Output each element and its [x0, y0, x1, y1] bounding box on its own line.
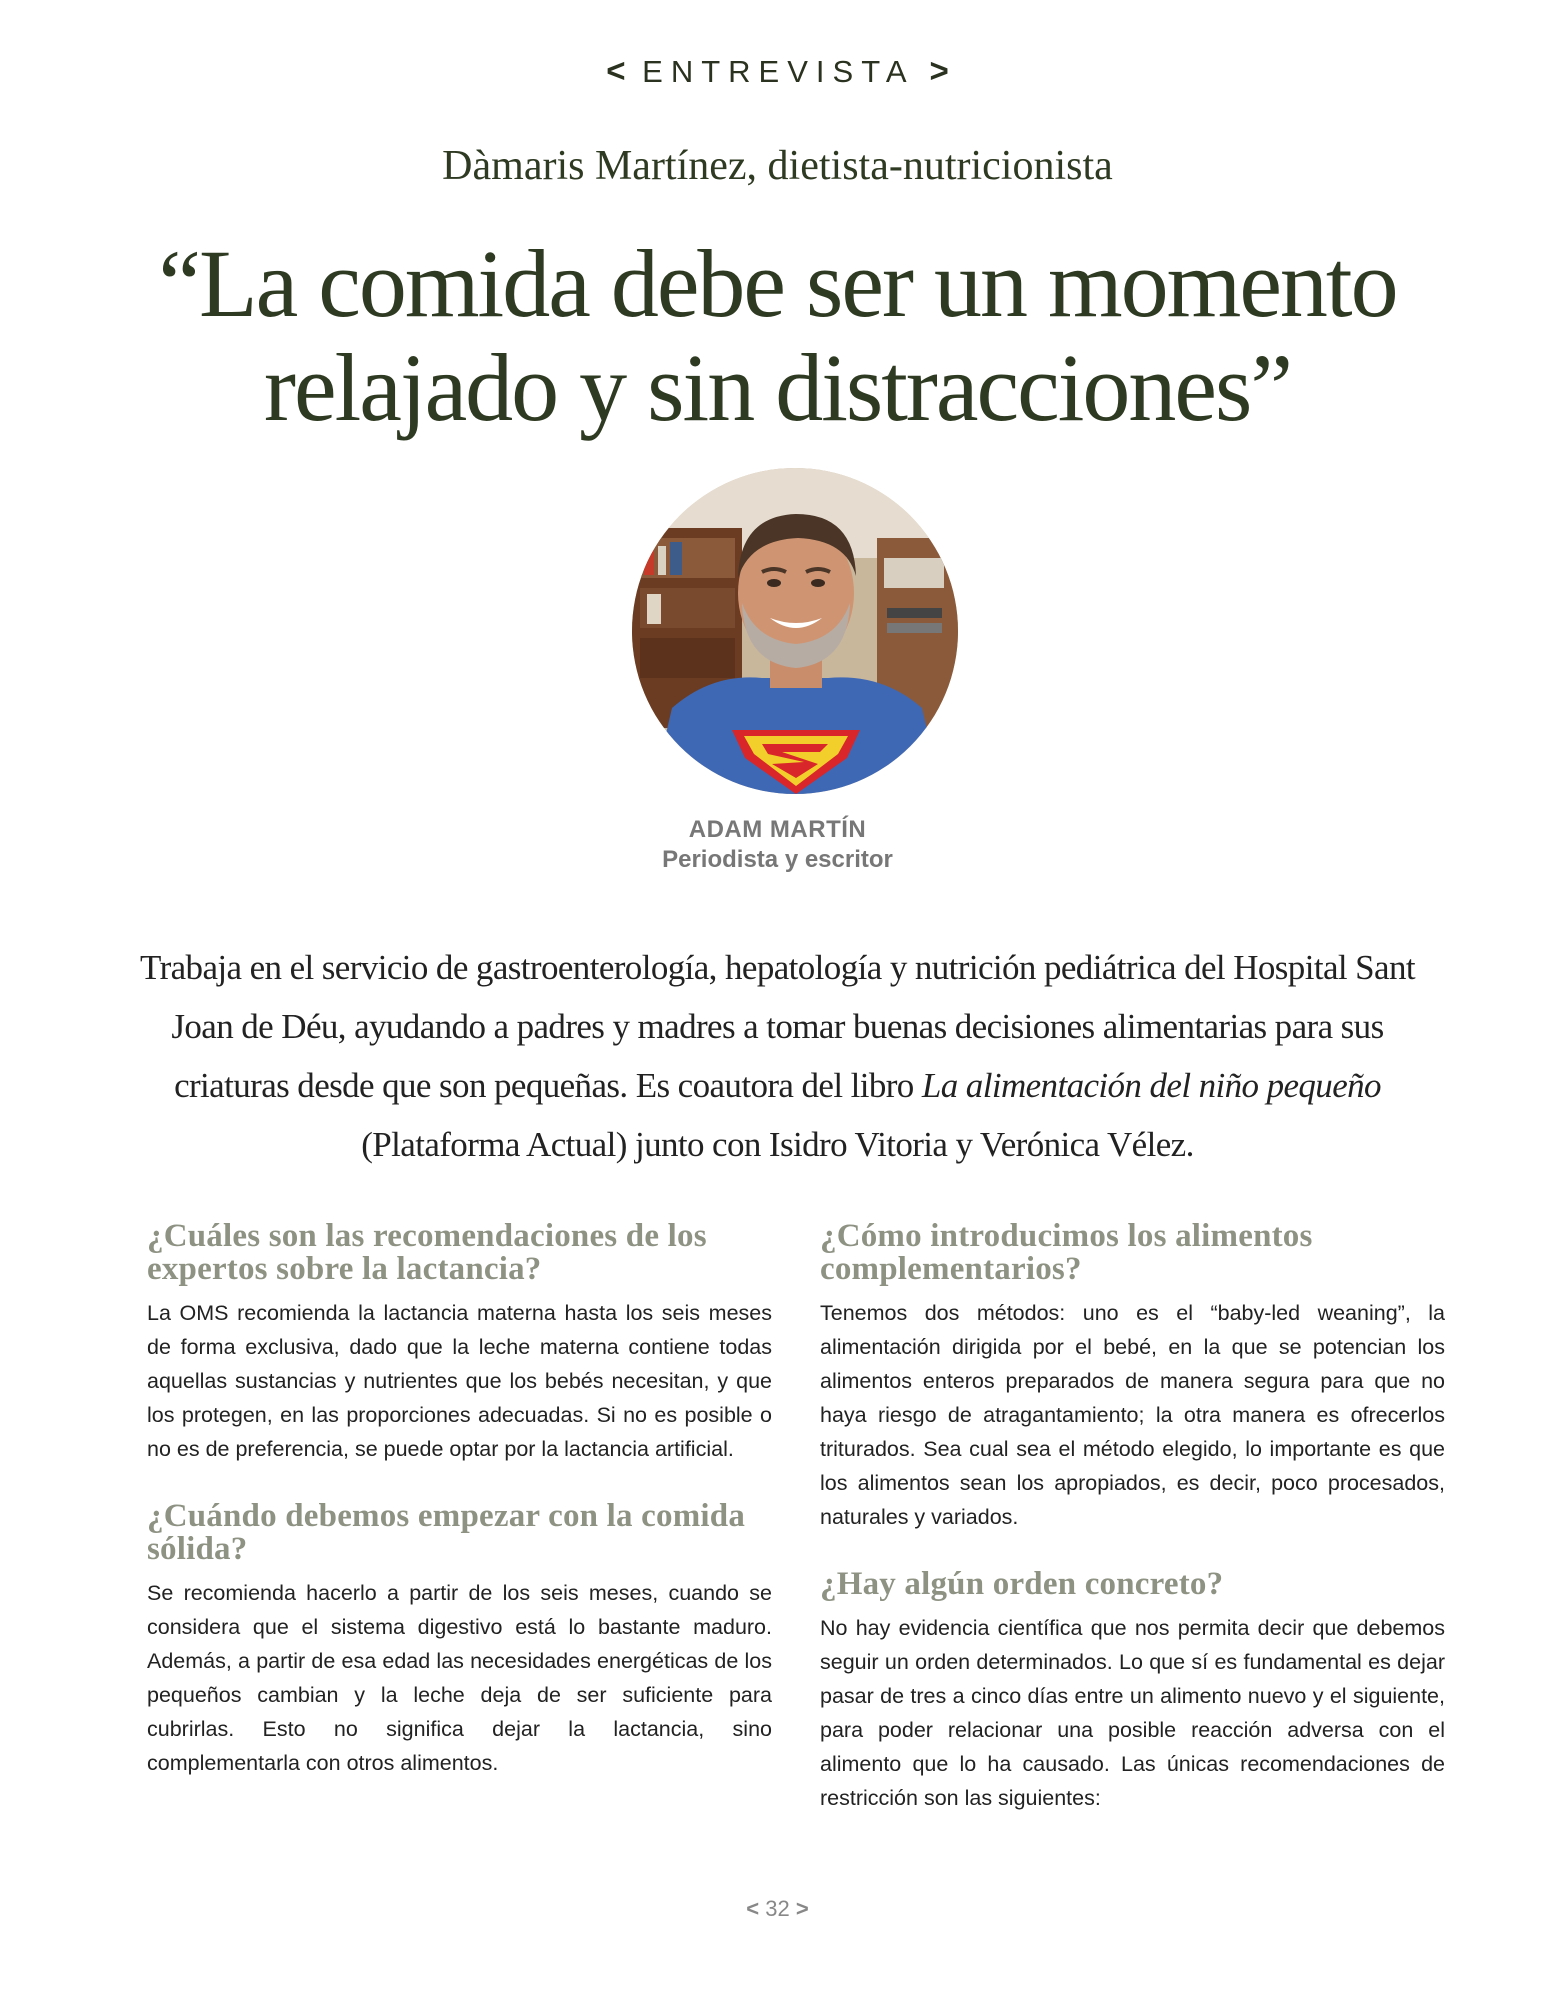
intro-text-1: Trabaja en el servicio de gastroenterología, hepatología y nutrición pediátrica del Hospital Sant Joan de Déu, ayudando a padres y madres a tomar buenas decisiones alimentarias para sus criaturas desde que son pequeñas. Es coautora del libro: [140, 948, 1415, 1105]
page-number: [0, 1896, 1555, 1922]
answer-lactancia: La OMS recomienda la lactancia materna hasta los seis meses de forma exclusiva, dado que la leche materna contiene todas aquellas sustancias y nutrientes que los bebés necesitan, y que los protegen, en las proporciones adecuadas. Si no es posible o no es de preferencia, se puede optar por la lactancia artificial.: [147, 1301, 772, 1461]
author-photo-illustration: [632, 468, 958, 794]
left-column: [147, 1220, 772, 1814]
headline-line-1: “La comida debe ser un momento: [158, 230, 1397, 337]
author-name: ADAM MARTÍN: [688, 816, 867, 843]
intro-text-2: (Plataforma Actual) junto con Isidro Vitoria y Verónica Vélez.: [361, 1125, 1194, 1164]
headline-line-2: relajado y sin distracciones”: [264, 334, 1291, 441]
author-credit: [0, 815, 1555, 875]
left-chevron-icon: <: [606, 52, 626, 89]
author-portrait: [632, 468, 958, 794]
book-title: La alimentación del niño pequeño: [921, 1066, 1381, 1105]
page-left-chevron-icon: <: [746, 1896, 760, 1921]
question-comida-solida: ¿Cuándo debemos empezar con la comida sólida?: [147, 1498, 746, 1567]
page-number-text: 32: [765, 1896, 790, 1921]
section-label-text: ENTREVISTA: [642, 54, 913, 89]
intro-paragraph: [120, 938, 1435, 1174]
answer-orden-concreto: No hay evidencia científica que nos permita decir que debemos seguir un orden determinados. Lo que sí es fundamental es dejar pasar de tres a cinco días entre un alimento nuevo y el siguiente, para poder relacionar una posible reacción adversa con el alimento que lo ha causado. Las únicas recomendaciones de restricción son las siguientes:: [820, 1616, 1445, 1810]
answer-comida-solida: Se recomienda hacerlo a partir de los seis meses, cuando se considera que el sistema digestivo está lo bastante maduro. Además, a partir de esa edad las necesidades energéticas de los pequeños cambian y la leche deja de ser suficiente para cubrirlas. Esto no significa dejar la lactancia, sino complementarla con otros alimentos.: [147, 1581, 772, 1775]
right-column: [820, 1220, 1445, 1849]
right-chevron-icon: >: [929, 52, 949, 89]
question-orden-concreto: ¿Hay algún orden concreto?: [820, 1566, 1224, 1602]
question-lactancia: ¿Cuáles son las recomendaciones de los expertos sobre la lactancia?: [147, 1218, 707, 1287]
section-label: [0, 52, 1555, 90]
answer-alimentos-complementarios: Tenemos dos métodos: uno es el “baby-led weaning”, la alimentación dirigida por el bebé, en la que se potencian los alimentos enteros preparados de manera segura para que no haya riesgo de atragantamiento; la otra manera es ofrecerlos triturados. Sea cual sea el método elegido, lo importante es que los alimentos sean los apropiados, es decir, poco procesados, naturales y variados.: [820, 1301, 1445, 1529]
interviewee-subtitle: Dàmaris Martínez, dietista-nutricionista: [442, 143, 1113, 189]
question-alimentos-complementarios: ¿Cómo introducimos los alimentos complementarios?: [820, 1218, 1313, 1287]
headline: [0, 232, 1555, 440]
author-role: Periodista y escritor: [662, 846, 893, 873]
page-right-chevron-icon: >: [795, 1896, 809, 1921]
